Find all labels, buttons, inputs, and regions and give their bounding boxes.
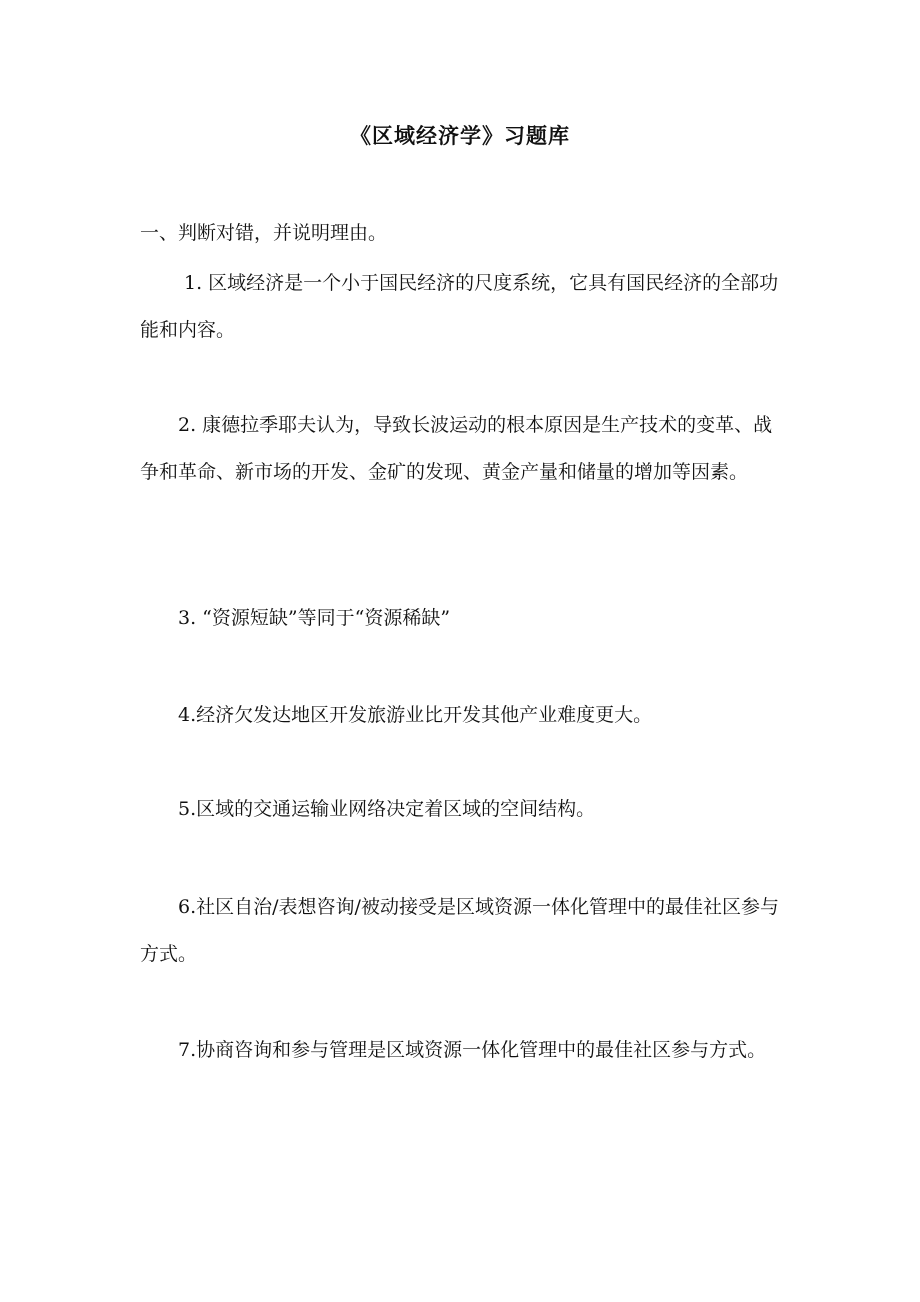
document-title: 《区域经济学》习题库 <box>350 123 570 148</box>
question-number: 5. <box>178 798 197 820</box>
question-item-2 <box>140 402 788 496</box>
question-text: 区域的交通运输业网络决定着区域的空间结构。 <box>196 798 596 820</box>
question-item-1 <box>140 260 788 354</box>
question-text: “资源短缺”等同于“资源稀缺” <box>196 607 451 629</box>
question-number: 4. <box>178 704 197 726</box>
question-text: 社区自治/表想咨询/被动接受是区域资源一体化管理中的最佳社区参与方式。 <box>140 896 779 965</box>
question-text: 经济欠发达地区开发旅游业比开发其他产业难度更大。 <box>196 704 653 726</box>
question-item-7 <box>140 1027 788 1074</box>
question-text: 区域经济是一个小于国民经济的尺度系统，它具有国民经济的全部功能和内容。 <box>140 272 779 341</box>
question-text: 康德拉季耶夫认为，导致长波运动的根本原因是生产技术的变革、战争和革命、新市场的开发、金矿的发现、黄金产量和储量的增加等因素。 <box>140 414 773 483</box>
question-number: 1. <box>184 272 203 294</box>
question-text: 协商咨询和参与管理是区域资源一体化管理中的最佳社区参与方式。 <box>196 1039 767 1061</box>
question-number: 7. <box>178 1039 197 1061</box>
question-number: 6. <box>178 896 197 918</box>
question-number: 2. <box>178 414 197 436</box>
question-number: 3. <box>178 607 197 629</box>
question-item-4 <box>140 692 788 739</box>
question-item-3 <box>140 595 788 642</box>
question-item-5 <box>140 786 788 833</box>
question-item-6 <box>140 884 788 978</box>
section-heading: 一、判断对错，并说明理由。 <box>140 222 388 244</box>
